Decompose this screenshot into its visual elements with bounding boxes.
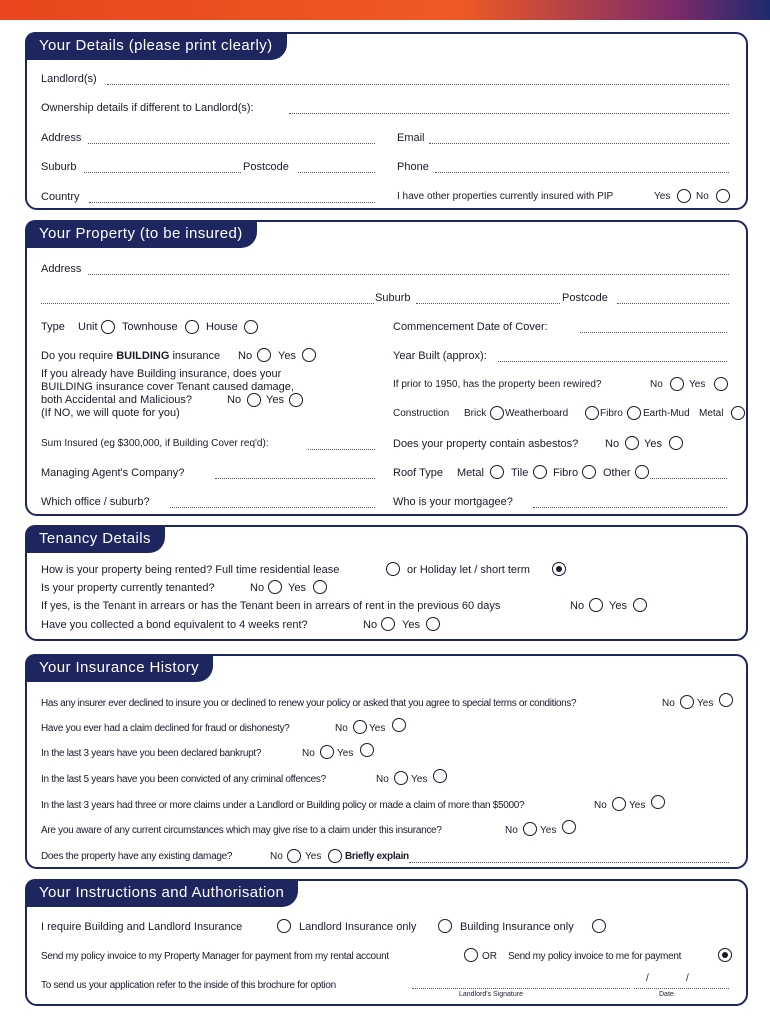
construction-fibro-radio[interactable]	[627, 406, 641, 420]
history-q2-no-label: No	[335, 723, 348, 734]
construction-fibro-label: Fibro	[600, 408, 623, 419]
history-q7-yes-label: Yes	[305, 851, 322, 862]
managing-agent-label: Managing Agent's Company?	[41, 467, 185, 479]
roof-other-field[interactable]	[650, 478, 727, 479]
history-q7-no-radio[interactable]	[287, 849, 301, 863]
arrears-no-label: No	[570, 600, 585, 612]
sum-insured-label: Sum Insured (eg $300,000, if Building Cover req'd):	[41, 438, 269, 449]
arrears-label: If yes, is the Tenant in arrears or has the Tenant been in arrears of rent in the previous 60 days	[41, 600, 501, 612]
existing-building-line3: both Accidental and Malicious?	[41, 394, 193, 406]
commencement-field[interactable]	[580, 332, 727, 333]
your-details-section	[25, 32, 748, 210]
building-yes-label: Yes	[278, 350, 296, 362]
history-q2-yes-radio[interactable]	[392, 718, 406, 732]
property-address-line2-field[interactable]	[41, 303, 374, 304]
bond-no-label: No	[363, 619, 378, 631]
top-brand-bar	[0, 0, 770, 20]
arrears-yes-radio[interactable]	[633, 598, 647, 612]
history-q5-label: In the last 3 years had three or more claims under a Landlord or Building policy or made a claim of more than $5000?	[41, 800, 525, 811]
type-townhouse-label: Townhouse	[122, 321, 178, 333]
phone-label: Phone	[397, 161, 429, 173]
rented-label: How is your property being rented? Full time residential lease	[41, 564, 340, 576]
history-q4-no-label: No	[376, 774, 389, 785]
history-q2-yes-label: Yes	[369, 723, 386, 734]
history-q5-yes-label: Yes	[629, 800, 646, 811]
mortgagee-field[interactable]	[533, 507, 727, 508]
type-unit-radio[interactable]	[101, 320, 115, 334]
existing-building-line4: (If NO, we will quote for you)	[41, 407, 180, 419]
which-office-field[interactable]	[170, 507, 375, 508]
ownership-label: Ownership details if different to Landlord(s):	[41, 102, 254, 114]
invoice-me-label: Send my policy invoice to me for payment	[508, 951, 682, 962]
roof-fibro-radio[interactable]	[582, 465, 596, 479]
type-townhouse-radio[interactable]	[185, 320, 199, 334]
construction-weatherboard-radio[interactable]	[585, 406, 599, 420]
history-q6-yes-label: Yes	[540, 825, 557, 836]
history-q7-yes-radio[interactable]	[328, 849, 342, 863]
history-q3-no-radio[interactable]	[320, 745, 334, 759]
section-title: Your Property (to be insured)	[25, 220, 257, 248]
history-q1-yes-label: Yes	[697, 698, 714, 709]
postcode-label: Postcode	[243, 161, 289, 173]
section-title: Tenancy Details	[25, 525, 165, 553]
country-field[interactable]	[89, 202, 375, 203]
commencement-label: Commencement Date of Cover:	[393, 321, 548, 333]
building-no-label: No	[238, 350, 253, 362]
landlord-only-label: Landlord Insurance only	[299, 921, 417, 933]
tenanted-yes-radio[interactable]	[313, 580, 327, 594]
email-label: Email	[397, 132, 425, 144]
invoice-me-radio[interactable]	[718, 948, 732, 962]
history-q4-yes-radio[interactable]	[433, 769, 447, 783]
bond-no-radio[interactable]	[381, 617, 395, 631]
briefly-explain-label: Briefly explain	[345, 851, 409, 862]
history-q5-no-radio[interactable]	[612, 797, 626, 811]
asbestos-no-label: No	[605, 438, 620, 450]
other-properties-no-radio[interactable]	[716, 189, 730, 203]
history-q5-yes-radio[interactable]	[651, 795, 665, 809]
roof-other-label: Other	[603, 467, 631, 479]
existing-building-yes-label: Yes	[266, 394, 284, 406]
history-q3-yes-label: Yes	[337, 748, 354, 759]
postcode-field[interactable]	[298, 172, 375, 173]
construction-brick-radio[interactable]	[490, 406, 504, 420]
asbestos-label: Does your property contain asbestos?	[393, 438, 579, 450]
construction-metal-label: Metal	[699, 408, 724, 419]
other-properties-yes-label: Yes	[654, 191, 671, 202]
invoice-or-label: OR	[482, 951, 497, 962]
require-both-label: I require Building and Landlord Insurance	[41, 921, 243, 933]
arrears-no-radio[interactable]	[589, 598, 603, 612]
signature-caption: Landlord's Signature	[459, 991, 523, 998]
date-caption: Date	[659, 991, 674, 998]
history-q4-label: In the last 5 years have you been convicted of any criminal offences?	[41, 774, 326, 785]
year-built-field[interactable]	[498, 361, 727, 362]
history-q6-label: Are you aware of any current circumstances which may give rise to a claim under this insurance?	[41, 825, 442, 836]
holiday-let-radio[interactable]	[552, 562, 566, 576]
other-properties-no-label: No	[696, 191, 709, 202]
mortgagee-label: Who is your mortgagee?	[393, 496, 513, 508]
roof-tile-radio[interactable]	[533, 465, 547, 479]
roof-other-radio[interactable]	[635, 465, 649, 479]
address-field[interactable]	[88, 143, 375, 144]
date-field[interactable]	[634, 988, 729, 989]
section-title: Your Details (please print clearly)	[25, 32, 287, 60]
invoice-pm-radio[interactable]	[464, 948, 478, 962]
type-unit-label: Unit	[78, 321, 98, 333]
property-address-field[interactable]	[88, 274, 729, 275]
property-suburb-field[interactable]	[416, 303, 560, 304]
type-house-radio[interactable]	[244, 320, 258, 334]
history-q3-yes-radio[interactable]	[360, 743, 374, 757]
existing-building-no-radio[interactable]	[247, 393, 261, 407]
building-question: Do you require BUILDING insurance	[41, 350, 221, 362]
address-label: Address	[41, 132, 82, 144]
roof-type-label: Roof Type	[393, 467, 443, 479]
landlords-field[interactable]	[107, 84, 729, 85]
history-q1-yes-radio[interactable]	[719, 693, 733, 707]
property-postcode-field[interactable]	[617, 303, 729, 304]
ownership-field[interactable]	[289, 113, 729, 114]
date-separator-1: /	[646, 973, 649, 984]
tenanted-no-radio[interactable]	[268, 580, 282, 594]
bond-yes-radio[interactable]	[426, 617, 440, 631]
tenanted-yes-label: Yes	[288, 582, 306, 594]
existing-building-no-label: No	[227, 394, 242, 406]
which-office-label: Which office / suburb?	[41, 496, 150, 508]
rewired-no-radio[interactable]	[670, 377, 684, 391]
existing-building-line2: BUILDING insurance cover Tenant caused damage,	[41, 381, 294, 393]
property-suburb-label: Suburb	[375, 292, 411, 304]
history-q2-label: Have you ever had a claim declined for fraud or dishonesty?	[41, 723, 290, 734]
construction-label: Construction	[393, 408, 450, 419]
asbestos-yes-label: Yes	[644, 438, 662, 450]
asbestos-no-radio[interactable]	[625, 436, 639, 450]
building-only-label: Building Insurance only	[460, 921, 574, 933]
existing-building-line1: If you already have Building insurance, does your	[41, 368, 282, 380]
property-postcode-label: Postcode	[562, 292, 608, 304]
send-application-label: To send us your application refer to the inside of this brochure for option	[41, 980, 336, 991]
type-label: Type	[41, 321, 65, 333]
history-q3-label: In the last 3 years have you been declared bankrupt?	[41, 748, 262, 759]
bond-label: Have you collected a bond equivalent to 4 weeks rent?	[41, 619, 308, 631]
briefly-explain-field[interactable]	[409, 862, 729, 863]
suburb-label: Suburb	[41, 161, 77, 173]
construction-earth-mud-label: Earth-Mud	[643, 408, 690, 419]
other-properties-label: I have other properties currently insured with PIP	[397, 191, 614, 202]
tenanted-no-label: No	[250, 582, 265, 594]
holiday-let-label: or Holiday let / short term	[407, 564, 530, 576]
arrears-yes-label: Yes	[609, 600, 627, 612]
history-q1-no-label: No	[662, 698, 675, 709]
history-q4-no-radio[interactable]	[394, 771, 408, 785]
history-q6-no-radio[interactable]	[523, 822, 537, 836]
other-properties-yes-radio[interactable]	[677, 189, 691, 203]
construction-brick-label: Brick	[464, 408, 487, 419]
building-yes-radio[interactable]	[302, 348, 316, 362]
history-q1-no-radio[interactable]	[680, 695, 694, 709]
rewired-yes-label: Yes	[689, 379, 706, 390]
year-built-label: Year Built (approx):	[393, 350, 487, 362]
full-time-lease-radio[interactable]	[386, 562, 400, 576]
property-address-label: Address	[41, 263, 82, 275]
history-q2-no-radio[interactable]	[353, 720, 367, 734]
require-both-radio[interactable]	[277, 919, 291, 933]
history-q5-no-label: No	[594, 800, 607, 811]
history-q4-yes-label: Yes	[411, 774, 428, 785]
roof-tile-label: Tile	[511, 467, 529, 479]
history-q7-label: Does the property have any existing damage?	[41, 851, 233, 862]
construction-metal-radio[interactable]	[731, 406, 745, 420]
type-house-label: House	[206, 321, 238, 333]
rewired-yes-radio[interactable]	[714, 377, 728, 391]
existing-building-yes-radio[interactable]	[289, 393, 303, 407]
history-q6-yes-radio[interactable]	[562, 820, 576, 834]
building-only-radio[interactable]	[592, 919, 606, 933]
date-separator-2: /	[686, 973, 689, 984]
tenanted-label: Is your property currently tenanted?	[41, 582, 215, 594]
roof-metal-radio[interactable]	[490, 465, 504, 479]
history-q3-no-label: No	[302, 748, 315, 759]
country-label: Country	[41, 191, 80, 203]
history-q1-label: Has any insurer ever declined to insure you or declined to renew your policy or asked that you agree to special terms or conditions?	[41, 698, 577, 709]
insurance-history-section	[25, 654, 748, 869]
history-q7-no-label: No	[270, 851, 283, 862]
roof-fibro-label: Fibro	[553, 467, 579, 479]
invoice-pm-label: Send my policy invoice to my Property Manager for payment from my rental account	[41, 951, 389, 962]
history-q6-no-label: No	[505, 825, 518, 836]
asbestos-yes-radio[interactable]	[669, 436, 683, 450]
bond-yes-label: Yes	[402, 619, 420, 631]
managing-agent-field[interactable]	[215, 478, 375, 479]
section-title: Your Instructions and Authorisation	[25, 879, 298, 907]
rewired-no-label: No	[650, 379, 663, 390]
construction-weatherboard-label: Weatherboard	[505, 408, 569, 419]
signature-field[interactable]	[412, 988, 630, 989]
sum-insured-field[interactable]	[308, 449, 375, 450]
section-title: Your Insurance History	[25, 654, 213, 682]
building-no-radio[interactable]	[257, 348, 271, 362]
phone-field[interactable]	[435, 172, 729, 173]
suburb-field[interactable]	[84, 172, 241, 173]
rewired-label: If prior to 1950, has the property been rewired?	[393, 379, 602, 390]
landlord-only-radio[interactable]	[438, 919, 452, 933]
landlords-label: Landlord(s)	[41, 73, 97, 85]
roof-metal-label: Metal	[457, 467, 484, 479]
email-field[interactable]	[429, 143, 729, 144]
